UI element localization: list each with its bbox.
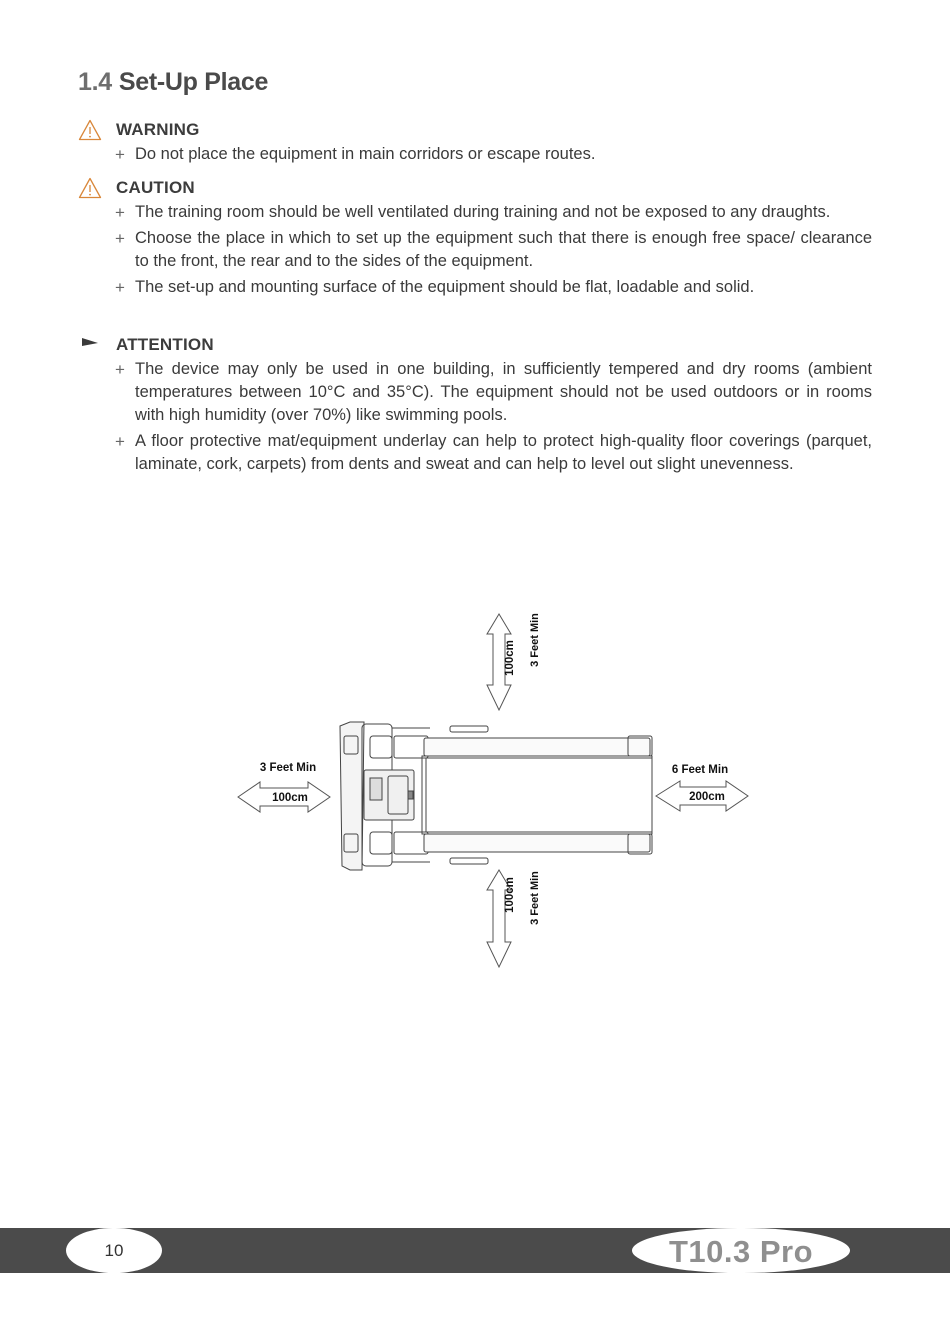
clearance-diagram	[230, 590, 770, 980]
left-metric-label: 100cm	[272, 792, 308, 804]
list-item: + The device may only be used in one building, in sufficiently tempered and dry rooms (ambient temperatures between 10°C and 35°C). The equipment should not be used outdoors or in rooms with high humidity (over 70%) like swimming pools.	[115, 360, 872, 424]
right-imperial-label: 6 Feet Min	[671, 764, 729, 776]
left-imperial-label: 3 Feet Min	[259, 762, 317, 774]
page-number-badge	[66, 1228, 162, 1273]
list-item: + Do not place the equipment in main corridors or escape routes.	[115, 145, 596, 164]
list-item: + A floor protective mat/equipment underlay can help to protect high-quality floor coverings (parquet, laminate, cork, carpets) from dents and sweat and can help to level out slight unevenness.	[115, 432, 872, 473]
list-item: + The set-up and mounting surface of the equipment should be flat, loadable and solid.	[115, 278, 755, 297]
top-metric-label: 100cm	[504, 640, 516, 676]
warning-triangle-icon	[78, 119, 102, 141]
page-heading	[78, 68, 268, 97]
caution-section	[78, 177, 872, 302]
treadmill-top-view	[340, 722, 652, 870]
section-number: 1.4	[78, 68, 112, 96]
list-item: + The training room should be well ventilated during training and not be exposed to any draughts.	[115, 203, 831, 222]
right-metric-label: 200cm	[689, 791, 725, 803]
warning-section	[78, 119, 872, 169]
caution-title: CAUTION	[116, 178, 195, 197]
warning-title: WARNING	[116, 120, 200, 139]
list-item: + Choose the place in which to set up the equipment such that there is enough free space/ clearance to the front, the rear and to the sides of the equipment.	[115, 229, 872, 270]
attention-section	[78, 334, 872, 479]
attention-pointer-icon	[78, 334, 102, 356]
bottom-metric-label: 100cm	[504, 877, 516, 913]
attention-title: ATTENTION	[116, 335, 214, 354]
section-title: Set-Up Place	[118, 68, 269, 96]
page-number: 10	[104, 1241, 124, 1260]
bottom-imperial-label: 3 Feet Min	[529, 871, 541, 925]
warning-triangle-icon	[78, 177, 102, 199]
top-imperial-label: 3 Feet Min	[529, 613, 541, 667]
model-name: T10.3 Pro	[668, 1234, 814, 1269]
model-badge	[632, 1228, 850, 1273]
